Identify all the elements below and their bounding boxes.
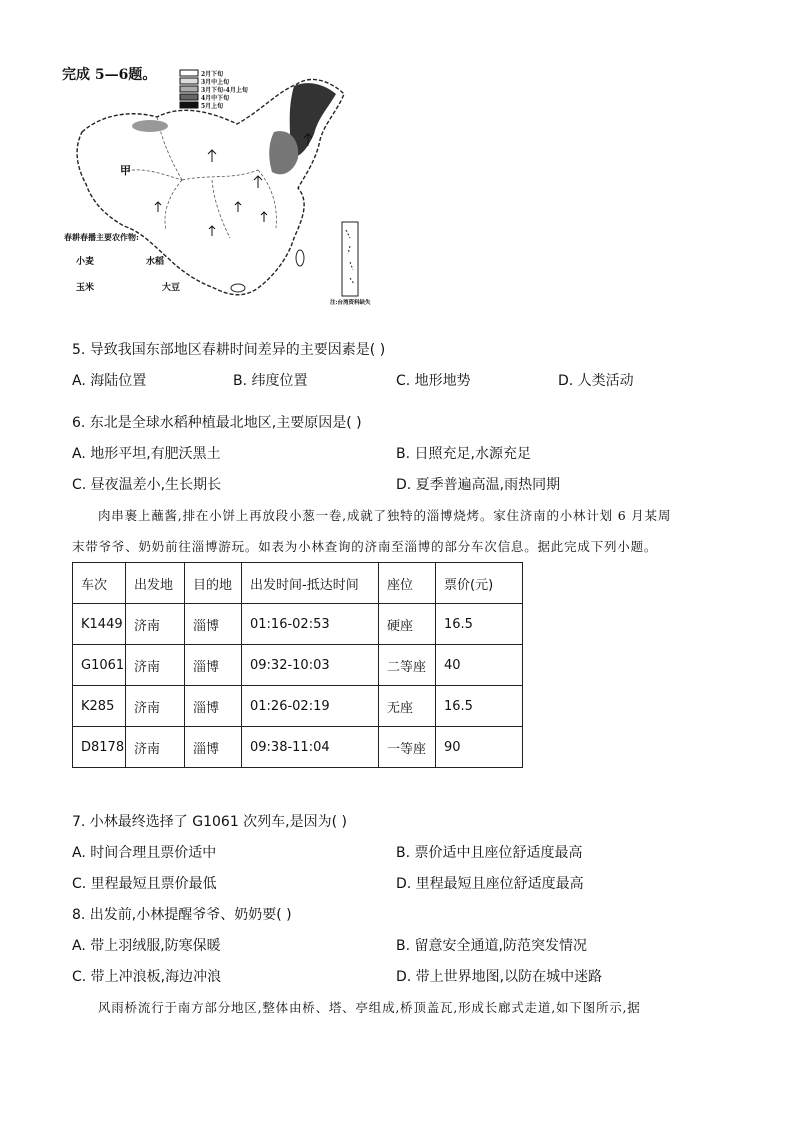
south-sea-inset (342, 222, 358, 296)
header-price: 票价(元) (436, 563, 523, 604)
spring-plowing-map (62, 62, 371, 308)
q5-option-a[interactable]: A. 海陆位置 (72, 373, 147, 389)
cell-destination: 淄博 (185, 604, 242, 645)
q8-option-c[interactable]: C. 带上冲浪板,海边冲浪 (72, 969, 222, 985)
q5-stem: 5. 导致我国东部地区春耕时间差异的主要因素是( ) (72, 342, 386, 358)
cell-time: 09:38-11:04 (242, 727, 379, 768)
table-row (73, 686, 523, 727)
cell-seat: 一等座 (379, 727, 436, 768)
q6-option-a[interactable]: A. 地形平坦,有肥沃黑土 (72, 446, 221, 462)
cell-train-no: G1061 (73, 645, 126, 686)
cell-price: 16.5 (436, 686, 523, 727)
legend-5: 5月上旬 (201, 103, 224, 110)
map-heading: 完成 5—6题。 (62, 67, 157, 83)
q5-option-c[interactable]: C. 地形地势 (396, 373, 471, 389)
legend-1: 2月下旬 (201, 71, 224, 78)
inset-dashes (346, 230, 354, 284)
legend-3: 3月下旬-4月上旬 (201, 87, 248, 94)
passage1-line1: 肉串裹上蘸酱,排在小饼上再放段小葱一卷,成就了独特的淄博烧烤。家住济南的小林计划 6 月某周 (98, 508, 672, 523)
west-shading (132, 120, 168, 132)
cell-time: 01:16-02:53 (242, 604, 379, 645)
cell-destination: 淄博 (185, 686, 242, 727)
cell-price: 90 (436, 727, 523, 768)
table-row (73, 727, 523, 768)
crop-wheat: 小麦 (76, 257, 95, 267)
cell-price: 40 (436, 645, 523, 686)
passage1-line2: 末带爷爷、奶奶前往淄博游玩。如表为小林查询的济南至淄博的部分车次信息。据此完成下列小题。 (72, 539, 658, 554)
cell-seat: 二等座 (379, 645, 436, 686)
cell-seat: 硬座 (379, 604, 436, 645)
train-schedule-table (72, 562, 523, 768)
cell-origin: 济南 (126, 686, 185, 727)
header-train-no: 车次 (73, 563, 126, 604)
passage2-line1: 风雨桥流行于南方部分地区,整体由桥、塔、亭组成,桥顶盖瓦,形成长廊式走道,如下图所示,据 (98, 1000, 641, 1015)
q6-option-c[interactable]: C. 昼夜温差小,生长期长 (72, 477, 222, 493)
cell-seat: 无座 (379, 686, 436, 727)
cell-origin: 济南 (126, 604, 185, 645)
q7-option-b[interactable]: B. 票价适中且座位舒适度最高 (396, 845, 583, 861)
cell-time: 09:32-10:03 (242, 645, 379, 686)
cell-price: 16.5 (436, 604, 523, 645)
q8-option-a[interactable]: A. 带上羽绒服,防寒保暖 (72, 938, 221, 954)
cell-destination: 淄博 (185, 645, 242, 686)
crop-corn: 玉米 (76, 283, 95, 293)
q7-option-c[interactable]: C. 里程最短且票价最低 (72, 876, 217, 892)
q6-option-b[interactable]: B. 日照充足,水源充足 (396, 446, 531, 462)
header-time: 出发时间-抵达时间 (242, 563, 379, 604)
region-label-jia: 甲 (120, 164, 131, 177)
q6-stem: 6. 东北是全球水稻种植最北地区,主要原因是( ) (72, 415, 362, 431)
cell-origin: 济南 (126, 645, 185, 686)
header-seat: 座位 (379, 563, 436, 604)
crop-rice: 水稻 (146, 257, 165, 267)
q5-option-b[interactable]: B. 纬度位置 (233, 373, 308, 389)
map-note: 注:台湾资料缺失 (330, 300, 371, 306)
table-row (73, 604, 523, 645)
q6-option-d[interactable]: D. 夏季普遍高温,雨热同期 (396, 477, 561, 493)
table-header-row (73, 563, 523, 604)
q8-option-b[interactable]: B. 留意安全通道,防范突发情况 (396, 938, 587, 954)
cell-train-no: K285 (73, 686, 126, 727)
q7-option-d[interactable]: D. 里程最短且座位舒适度最高 (396, 876, 584, 892)
legend-4: 4月中下旬 (201, 95, 230, 102)
q7-option-a[interactable]: A. 时间合理且票价适中 (72, 845, 217, 861)
header-destination: 目的地 (185, 563, 242, 604)
hainan-island (231, 284, 245, 292)
cell-destination: 淄博 (185, 727, 242, 768)
province-borders (122, 117, 276, 238)
q5-option-d[interactable]: D. 人类活动 (558, 373, 634, 389)
map-legend (180, 70, 248, 110)
crops-title: 春耕春播主要农作物: (64, 232, 139, 242)
q7-stem: 7. 小林最终选择了 G1061 次列车,是因为( ) (72, 814, 348, 830)
q8-option-d[interactable]: D. 带上世界地图,以防在城中迷路 (396, 969, 603, 985)
cell-origin: 济南 (126, 727, 185, 768)
crop-soybean: 大豆 (162, 283, 181, 293)
header-origin: 出发地 (126, 563, 185, 604)
cell-time: 01:26-02:19 (242, 686, 379, 727)
table-row (73, 645, 523, 686)
taiwan-island (296, 250, 304, 266)
cell-train-no: K1449 (73, 604, 126, 645)
legend-2: 3月中上旬 (201, 79, 230, 86)
q8-stem: 8. 出发前,小林提醒爷爷、奶奶要( ) (72, 907, 292, 923)
cell-train-no: D8178 (73, 727, 126, 768)
